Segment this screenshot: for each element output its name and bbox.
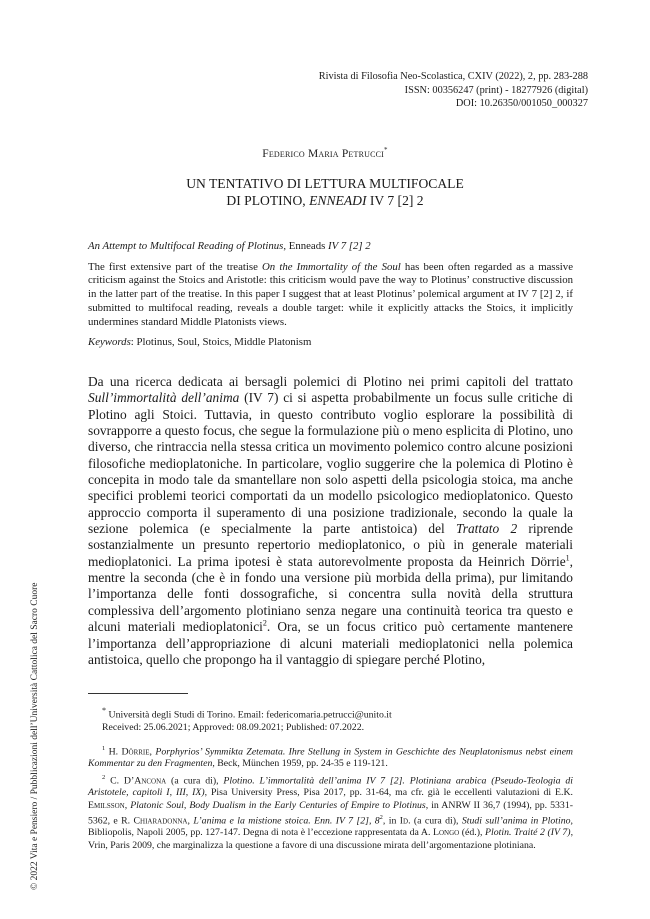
footnote-italic: Plotino. L’immortalità dell’anima IV 7 [2]. Plotiniana arabica (Pseudo-Teologia di Aristotele, capitoli I, III, IX) xyxy=(88,774,573,799)
journal-citation: Rivista di Filosofia Neo-Scolastica, CXIV (2022), 2, pp. 283-288 xyxy=(318,71,588,82)
footnote-text: , Bibliopolis, Napoli 2005, pp. 127-147. Degna di nota è l’eccezione rappresentata da A. xyxy=(88,815,573,839)
footnote-text: , Vrin, Paris 2009, che marginalizza la questione a favore di una discussione mirata dell’argomentazione plotiniana. xyxy=(88,827,574,851)
title-part: IV 7 [2] 2 xyxy=(366,192,424,208)
footnote-ref-2[interactable]: 2 xyxy=(262,618,267,628)
footnote-ref-1[interactable]: 1 xyxy=(565,553,570,563)
author-name-text: Federico Maria Petrucci xyxy=(262,147,385,160)
keywords-list: : Plotinus, Soul, Stoics, Middle Platonism xyxy=(130,336,312,349)
body-italic: Sull’immortalità dell’anima xyxy=(88,390,240,406)
body-italic: Trattato 2 xyxy=(456,521,518,537)
footnote-italic: Platonic Soul, Body Dualism in the Early Centuries of Empire to Plotinus xyxy=(130,799,426,811)
footnote-text: (éd.), xyxy=(459,827,486,839)
footnote-2 xyxy=(88,772,573,852)
abstract-body xyxy=(88,261,573,330)
body-paragraph xyxy=(88,374,573,668)
keywords xyxy=(88,336,573,350)
footnote-separator xyxy=(88,693,188,694)
main-text xyxy=(88,374,573,668)
footnote-superscript: 2 xyxy=(379,813,383,821)
author-footnote-mark: * xyxy=(384,146,388,154)
footnote-author-name: H. Dörrie xyxy=(105,746,150,758)
article-dates: Received: 25.06.2021; Approved: 08.09.2021; Published: 07.2022. xyxy=(102,721,365,733)
keywords-label: Keywords xyxy=(88,336,131,349)
abstract-title-part: , Enneads xyxy=(283,240,329,252)
abstract xyxy=(88,240,573,350)
footnote-text: , Pisa University Press, Pisa 2017, pp. 31-64, ma cfr. già le eccellenti valutazioni di E.K. xyxy=(204,787,573,799)
abstract-title xyxy=(88,240,573,254)
footnote-star: * xyxy=(102,706,107,715)
footnote-author-name: Emilsson xyxy=(88,799,125,811)
footnote-text: , xyxy=(149,746,156,758)
footnote-text: C. D’ xyxy=(105,774,135,786)
footnote-author xyxy=(88,705,573,734)
footnotes xyxy=(88,705,573,853)
footnote-1 xyxy=(88,743,573,771)
footnote-author-name: Id. xyxy=(399,815,411,827)
journal-header xyxy=(208,70,588,111)
footnote-italic: Porphyrios’ Symmikta Zetemata. Ihre Stellung in System in Geschichte des Neuplatonismus nebst einem Kommentar zu den Fragmenten xyxy=(88,746,574,770)
footnote-text: , in xyxy=(382,815,400,827)
copyright-sidebar: © 2022 Vita e Pensiero / Pubblicazioni dell’Università Cattolica del Sacro Cuore xyxy=(30,582,40,890)
footnote-italic: Studi sull’anima in Plotino xyxy=(461,815,571,827)
body-text: Da una ricerca dedicata ai bersagli polemici di Plotino nei primi capitoli del trattato xyxy=(88,374,573,389)
article-title xyxy=(0,176,650,209)
footnote-italic: L’anima e la mistione stoica. Enn. IV 7 [2], 8 xyxy=(193,815,380,827)
journal-issn: ISSN: 00356247 (print) - 18277926 (digital) xyxy=(404,84,588,96)
footnote-author-name: Longo xyxy=(433,827,460,839)
body-text: . Ora, se un focus critico può certamente mantenere l’importanza dell’appropriazione di alcuni materiali medioplatonici nella polemica antistoica, quello che propongo ha il vantaggio di spiegare perché Plotino, xyxy=(88,619,574,667)
footnote-author-name: Ancona xyxy=(134,774,167,786)
footnote-italic: Plotin. Traité 2 (IV 7) xyxy=(485,827,571,839)
footnote-number: 2 xyxy=(102,773,106,781)
title-line-2 xyxy=(0,193,650,210)
footnote-text: , in ANRW II 36,7 (1994), pp. 5331-5362, e R. xyxy=(88,799,573,827)
author-name xyxy=(0,146,650,160)
abstract-text-italic: On the Immortality of the Soul xyxy=(262,260,401,273)
body-text: riprende sostanzialmente un presunto repertorio medioplatonico, o più in generale materiali medioplatonici. La prima ipotesi è stata autorevolmente proposta da Heinrich Dörrie xyxy=(88,521,573,569)
title-italic: ENNEADI xyxy=(309,192,367,208)
abstract-title-italic: An Attempt to Multifocal Reading of Plotinus xyxy=(88,240,284,252)
footnote-text: , xyxy=(124,799,131,811)
footnote-text: , xyxy=(187,815,194,827)
abstract-title-italic: IV 7 [2] 2 xyxy=(328,240,371,252)
footnote-text: , Beck, München 1959, pp. 24-35 e 119-121. xyxy=(212,758,388,770)
journal-doi: DOI: 10.26350/001050_000327 xyxy=(455,98,588,110)
abstract-text: The first extensive part of the treatise xyxy=(88,260,262,273)
footnote-text: (a cura di), xyxy=(410,815,462,827)
author-affiliation: Università degli Studi di Torino. Email: federicomaria.petrucci@unito.it xyxy=(106,709,392,721)
footnote-number: 1 xyxy=(102,744,106,752)
abstract-text: has been often regarded as a massive criticism against the Stoics and Aristotle: this criticism would pave the way to Plotinus’ constructive discussion in the latter part of the treatise. In this paper I suggest that at least Plotinus’ polemical argument at IV 7 [2] 2, if submitted to multifocal reading, reveals a double target: while it explicitly attacks the Stoics, it implicitly undermines standard Middle Platonists views. xyxy=(88,260,573,328)
title-line-1: UN TENTATIVO DI LETTURA MULTIFOCALE xyxy=(186,176,464,191)
body-text: (IV 7) ci si aspetta probabilmente un focus sulle critiche di Plotino agli Stoici. Tuttavia, in questo contributo voglio esplorare la possibilità di sovrapporre a questo focus, che segue la formulazione più o meno esplicita di Plotino, uno diverso, che rintraccia nella stessa critica un movimento polemico contro alcune posizioni filosofiche medioplatoniche. In particolare, voglio suggerire che la polemica di Plotino è concepita in modo tale da smantellare non solo aspetti della psicologia stoica, ma anche specifici problemi teorici comportati da un modello psicologico medioplatonico. Questo approccio comporta il superamento di una posizione tradizionale, secondo la quale la sezione polemica (e specialmente la parte antistoica) del xyxy=(88,390,573,537)
footnote-author-name: Chiaradonna xyxy=(133,815,188,827)
body-text: , mentre la seconda (che è in fondo una versione più morbida della prima), pur limitando l’importanza delle fonti dossografiche, si concentra sulla novità della struttura complessiva dell’argomento plotiniano senza negare una continuità teorica tra questo e alcuni materiali medioplatonici xyxy=(88,553,573,635)
title-part: DI PLOTINO, xyxy=(226,192,310,208)
footnote-text: (a cura di), xyxy=(166,774,224,786)
